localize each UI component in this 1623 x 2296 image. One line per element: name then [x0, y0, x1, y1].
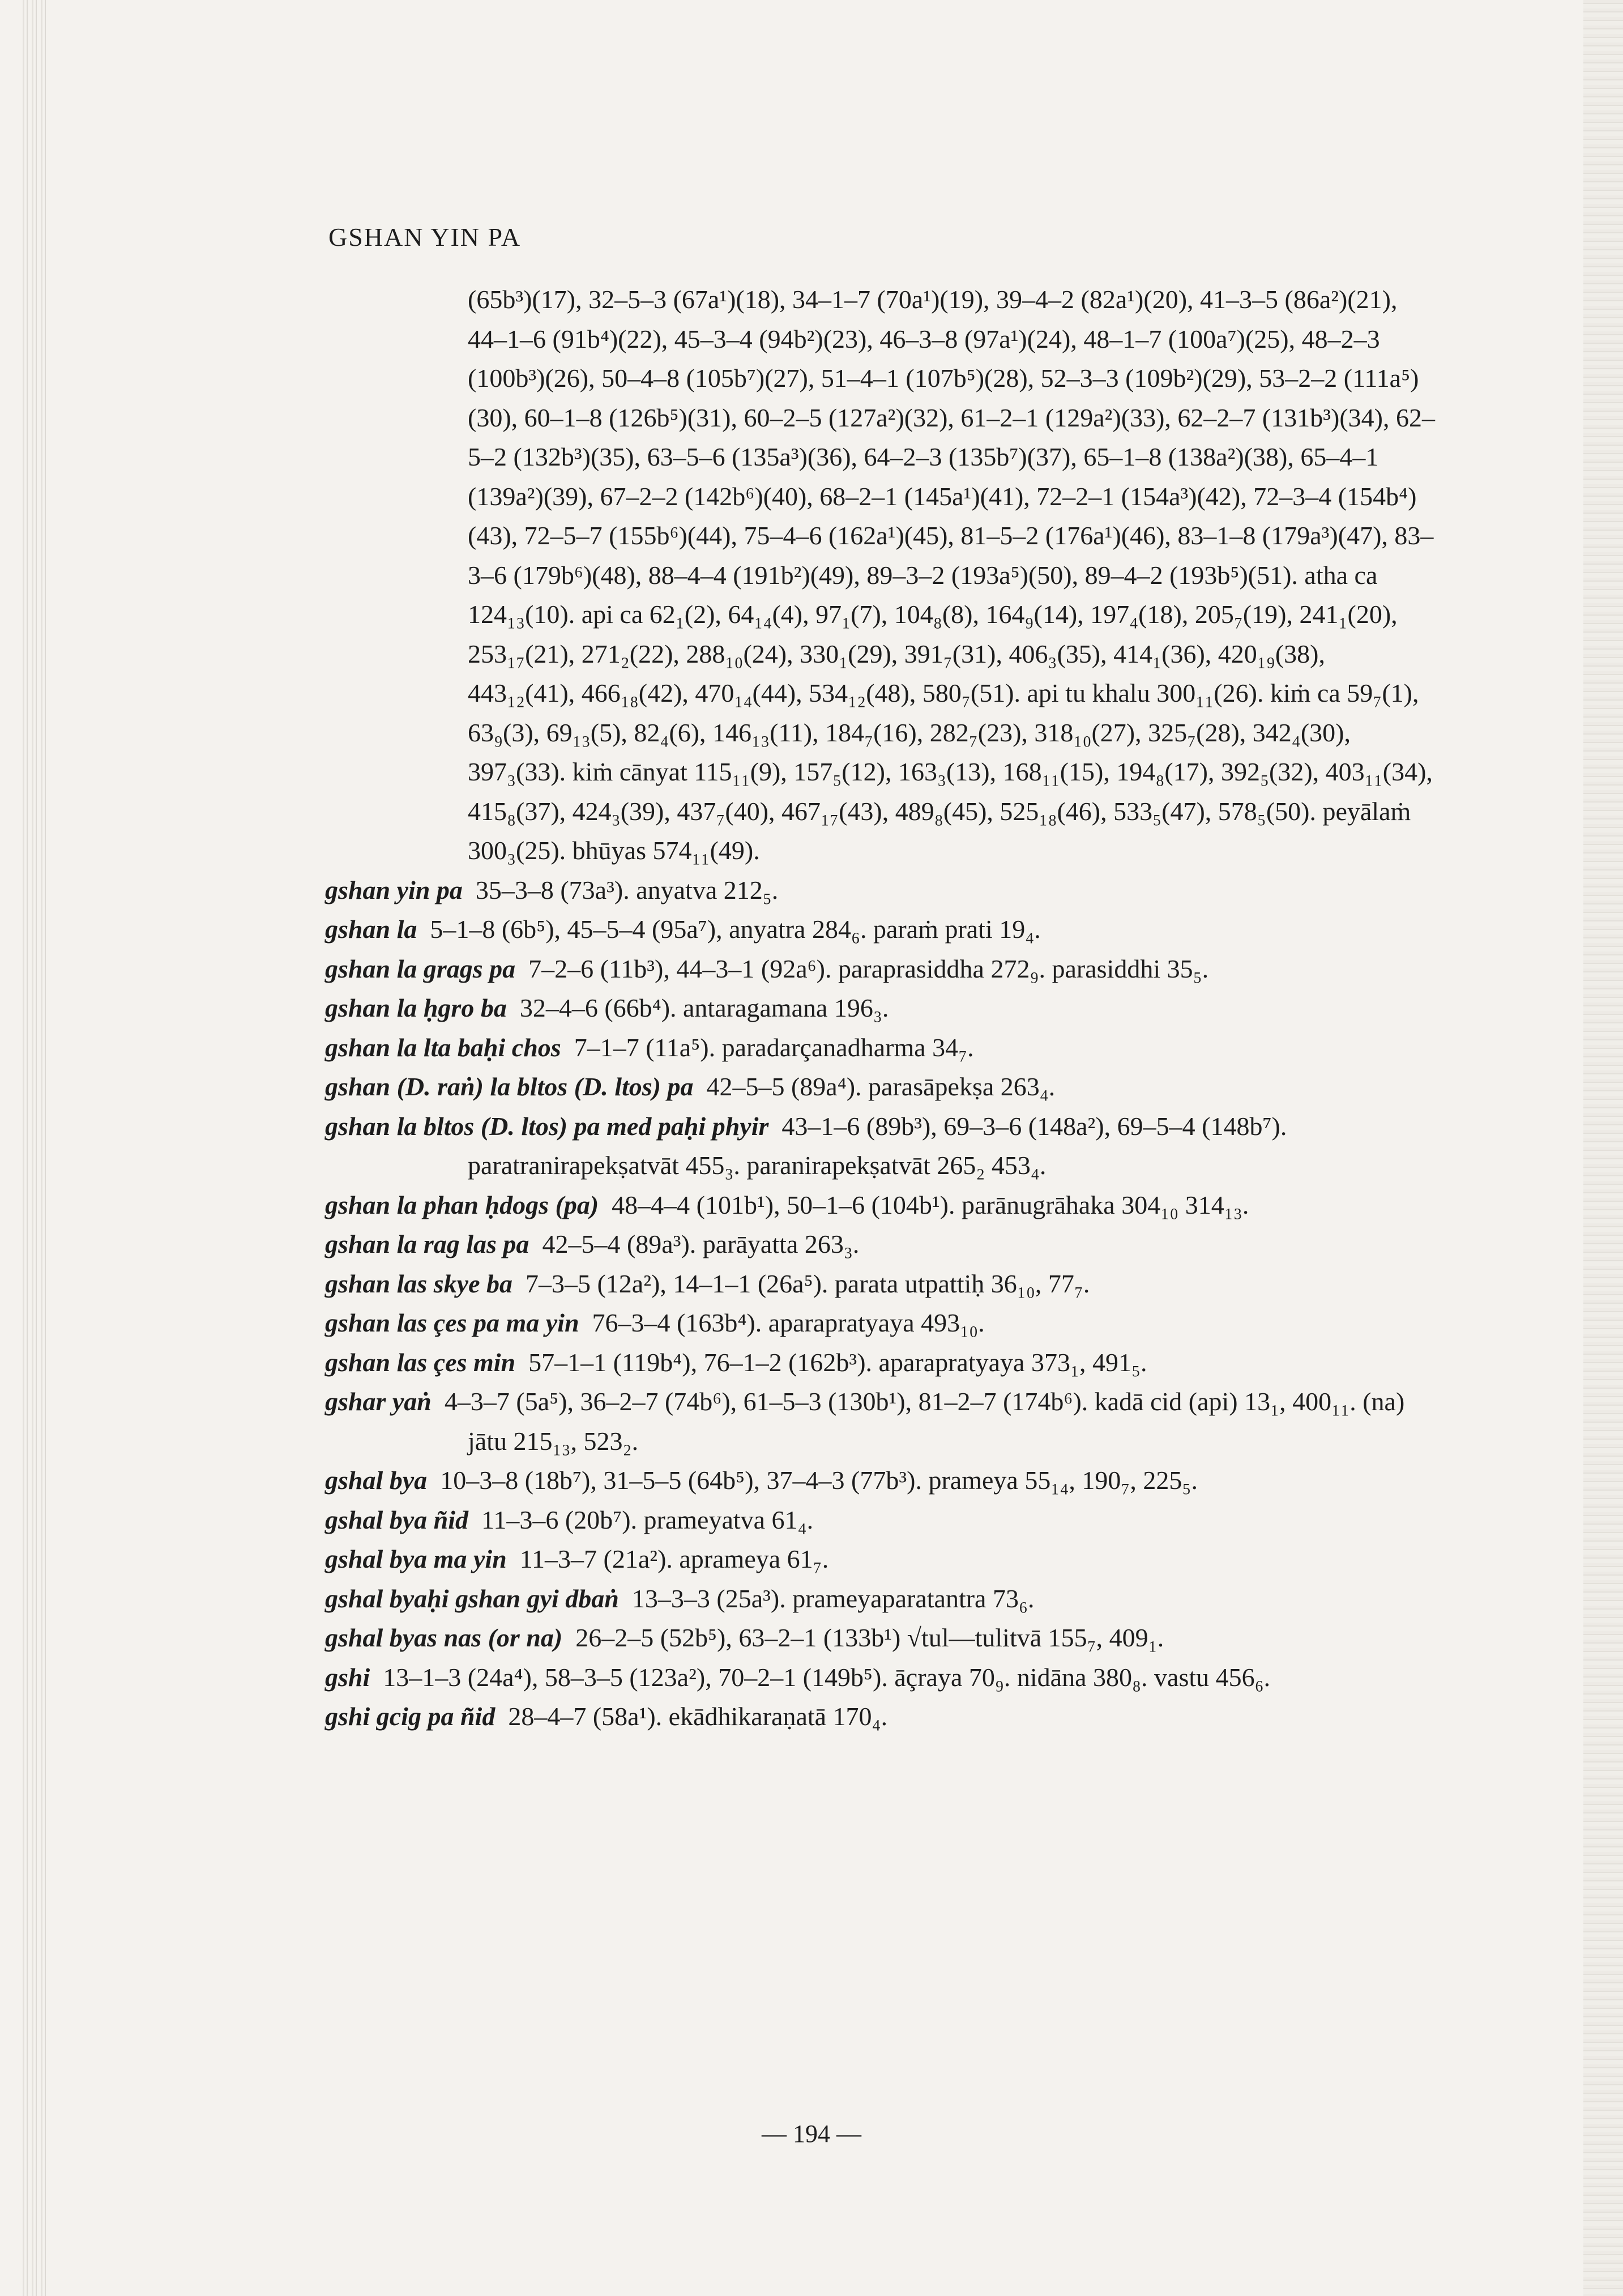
dictionary-entry: [325, 870, 1436, 910]
page-edge: [1583, 0, 1623, 2296]
continued-entry: (65b³)(17), 32–5–3 (67a¹)(18), 34–1–7 (70a¹)(19), 39–4–2 (82a¹)(20), 41–3–5 (86a²)(21), 44–1–6 (91b⁴)(22), 45–3–4 (94b²)(23), 46–3–8 (97a¹)(24), 48–1–7 (100a⁷)(25), 48–2–3 (100b³)(26), 50–4–8 (105b⁷)(27), 51–4–1 (107b⁵)(28), 52–3–3 (109b²)(29), 53–2–2 (111a⁵)(30), 60–1–8 (126b⁵)(31), 60–2–5 (127a²)(32), 61–2–1 (129a²)(33), 62–2–7 (131b³)(34), 62–5–2 (132b³)(35), 63–5–6 (135a³)(36), 64–2–3 (135b⁷)(37), 65–1–8 (138a²)(38), 65–4–1 (139a²)(39), 67–2–2 (142b⁶)(40), 68–2–1 (145a¹)(41), 72–2–1 (154a³)(42), 72–3–4 (154b⁴)(43), 72–5–7 (155b⁶)(44), 75–4–6 (162a¹)(45), 81–5–2 (176a¹)(46), 83–1–8 (179a³)(47), 83–3–6 (179b⁶)(48), 88–4–4 (191b²)(49), 89–3–2 (193a⁵)(50), 89–4–2 (193b⁵)(51). atha ca 124₁₃(10). api ca 62₁(2), 64₁₄(4), 97₁(7), 104₈(8), 164₉(14), 197₄(18), 205₇(19), 241₁(20), 253₁₇(21), 271₂(22), 288₁₀(24), 330₁(29), 391₇(31), 406₃(35), 414₁(36), 420₁₉(38), 443₁₂(41), 466₁₈(42), 470₁₄(44), 534₁₂(48), 580₇(51). api tu khalu 300₁₁(26). kiṁ ca 59₇(1), 63₉(3), 69₁₃(5), 82₄(6), 146₁₃(11), 184₇(16), 282₇(23), 318₁₀(27), 325₇(28), 342₄(30), 397₃(33). kiṁ cānyat 115₁₁(9), 157₅(12), 163₃(13), 168₁₁(15), 194₈(17), 392₅(32), 403₁₁(34), 415₈(37), 424₃(39), 437₇(40), 467₁₇(43), 489₈(45), 525₁₈(46), 533₅(47), 578₅(50). peyālaṁ 300₃(25). bhūyas 574₁₁(49).: [468, 285, 1435, 865]
dictionary-entry: [325, 1658, 1436, 1697]
headword: gshan las skye ba: [325, 1269, 512, 1298]
entry-body: 11–3–7 (21a²). aprameya 61₇.: [519, 1544, 829, 1573]
dictionary-entry: [325, 1107, 1436, 1185]
entry-body: 28–4–7 (58a¹). ekādhikaraṇatā 170₄.: [508, 1702, 888, 1731]
dictionary-entry: [325, 1067, 1436, 1107]
headword: gshan la ḥgro ba: [325, 993, 507, 1022]
entry-body: 13–1–3 (24a⁴), 58–3–5 (123a²), 70–2–1 (149b⁵). āçraya 70₉. nidāna 380₈. vastu 456₆.: [383, 1662, 1271, 1692]
headword: gshi: [325, 1662, 370, 1692]
headword: gshal byas nas (or na): [325, 1623, 563, 1652]
headword: gshan la phan ḥdogs (pa): [325, 1190, 599, 1219]
headword: gshan la rag las pa: [325, 1230, 529, 1258]
headword: gshan la grags pa: [325, 954, 516, 983]
dictionary-entry: [325, 1539, 1436, 1579]
entry-body: 42–5–4 (89a³). parāyatta 263₃.: [542, 1230, 860, 1258]
headword: gshan (D. raṅ) la bltos (D. ltos) pa: [325, 1072, 694, 1101]
entry-body: 43–1–6 (89b³), 69–3–6 (148a²), 69–5–4 (148b⁷). paratranirapekṣatvāt 455₃. paranirapekṣatvāt 265₂ 453₄.: [468, 1111, 1287, 1180]
dictionary-entry: [325, 949, 1436, 989]
entry-body: 7–1–7 (11a⁵). paradarçanadharma 34₇.: [574, 1032, 974, 1062]
entry-body: 35–3–8 (73a³). anyatva 212₅.: [475, 875, 779, 904]
dictionary-entry: [325, 1303, 1436, 1343]
headword: gshan la bltos (D. ltos) pa med paḥi phyir: [325, 1111, 769, 1141]
headword: gshal bya ñid: [325, 1505, 469, 1534]
entry-body: 7–3–5 (12a²), 14–1–1 (26a⁵). parata utpattiḥ 36₁₀, 77₇.: [525, 1269, 1090, 1298]
dictionary-entry: [325, 1264, 1436, 1304]
headword: gshi gcig pa ñid: [325, 1702, 496, 1731]
headword: gshal byaḥi gshan gyi dbaṅ: [325, 1584, 619, 1613]
dictionary-entry: [325, 1500, 1436, 1540]
entry-body: 11–3–6 (20b⁷). prameyatva 61₄.: [481, 1505, 814, 1534]
dictionary-page: [325, 280, 1436, 1736]
entry-body: 4–3–7 (5a⁵), 36–2–7 (74b⁶), 61–5–3 (130b¹), 81–2–7 (174b⁶). kadā cid (api) 13₁, 400₁₁. (na) jātu 215₁₃, 523₂.: [444, 1387, 1405, 1456]
binding-margin: [23, 0, 50, 2296]
dictionary-entry: [325, 1618, 1436, 1658]
headword: gshan la lta baḥi chos: [325, 1032, 561, 1062]
page-number: — 194 —: [762, 2120, 861, 2148]
entry-body: 10–3–8 (18b⁷), 31–5–5 (64b⁵), 37–4–3 (77b³). prameya 55₁₄, 190₇, 225₅.: [440, 1466, 1198, 1495]
entry-body: 42–5–5 (89a⁴). parasāpekṣa 263₄.: [706, 1072, 1056, 1101]
entry-body: 5–1–8 (6b⁵), 45–5–4 (95a⁷), anyatra 284₆. paraṁ prati 19₄.: [430, 915, 1041, 944]
entry-body: 57–1–1 (119b⁴), 76–1–2 (162b³). aparapratyaya 373₁, 491₅.: [528, 1347, 1147, 1377]
dictionary-entry: [325, 1343, 1436, 1382]
dictionary-entry: [325, 910, 1436, 949]
dictionary-entry: [325, 1697, 1436, 1736]
entry-body: 32–4–6 (66b⁴). antaragamana 196₃.: [519, 993, 889, 1022]
headword: gshan la: [325, 915, 417, 944]
dictionary-entry: [325, 1461, 1436, 1500]
headword: gshal bya ma yin: [325, 1544, 507, 1573]
headword: gshar yaṅ: [325, 1387, 432, 1416]
dictionary-entry: [325, 1185, 1436, 1225]
entry-body: 48–4–4 (101b¹), 50–1–6 (104b¹). parānugrāhaka 304₁₀ 314₁₃.: [612, 1190, 1249, 1219]
headword: gshan las çes pa ma yin: [325, 1308, 579, 1337]
dictionary-entry: [325, 1028, 1436, 1068]
dictionary-entry: [325, 1579, 1436, 1619]
entry-body: 26–2–5 (52b⁵), 63–2–1 (133b¹) √tul—tulitvā 155₇, 409₁.: [575, 1623, 1164, 1652]
entry-body: 13–3–3 (25a³). prameyaparatantra 73₆.: [631, 1584, 1035, 1613]
running-header: GSHAN YIN PA: [328, 223, 522, 251]
entry-body: 76–3–4 (163b⁴). aparapratyaya 493₁₀.: [592, 1308, 985, 1337]
headword: gshan yin pa: [325, 875, 463, 904]
dictionary-entry: [325, 1382, 1436, 1461]
headword: gshal bya: [325, 1466, 428, 1495]
dictionary-entry: [325, 1224, 1436, 1264]
entry-body: 7–2–6 (11b³), 44–3–1 (92a⁶). paraprasiddha 272₉. parasiddhi 35₅.: [528, 954, 1209, 983]
headword: gshan las çes min: [325, 1347, 516, 1377]
dictionary-entry: [325, 988, 1436, 1028]
